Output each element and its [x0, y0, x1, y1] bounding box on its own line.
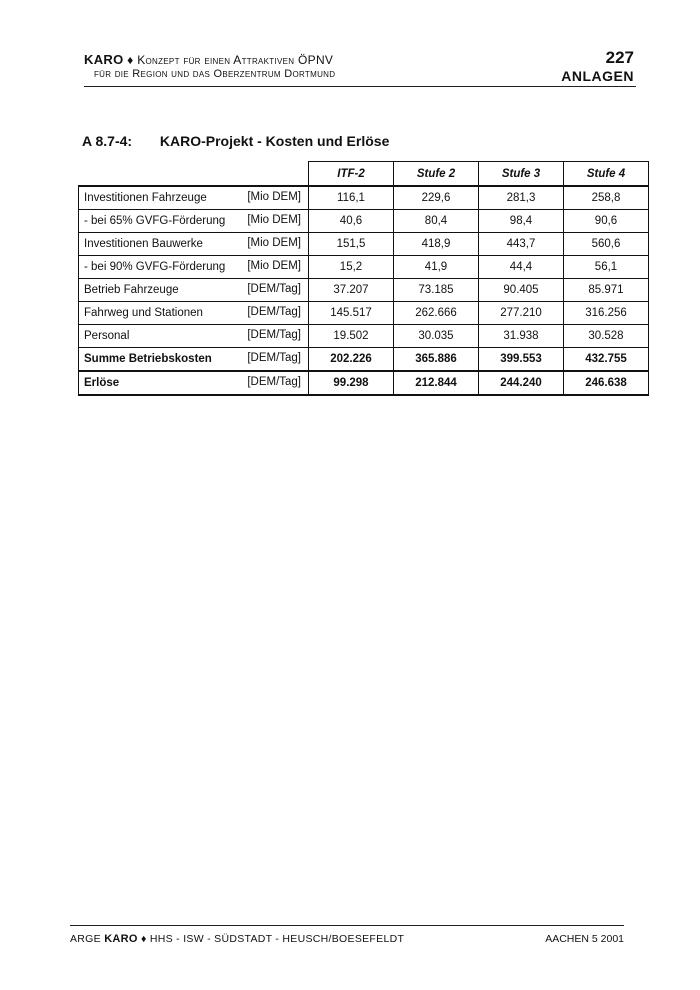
table-cell: 37.207: [309, 279, 394, 302]
caption-id: A 8.7-4:: [82, 133, 133, 149]
table-cell: 399.553: [479, 348, 564, 372]
footer-credits: [70, 933, 404, 945]
table-cell: 365.886: [394, 348, 479, 372]
table-cell: 145.517: [309, 302, 394, 325]
cost-table: [78, 161, 649, 396]
page-header: [84, 48, 638, 86]
header-divider: [84, 86, 636, 87]
table-row: [79, 210, 649, 233]
row-unit: [DEM/Tag]: [247, 306, 301, 318]
row-label-cell: [79, 279, 309, 302]
table-cell: 19.502: [309, 325, 394, 348]
table-cell: 31.938: [479, 325, 564, 348]
row-unit: [Mio DEM]: [247, 191, 301, 203]
table-cell: 212.844: [394, 371, 479, 395]
header-line-2: für die Region und das Oberzentrum Dortmund: [94, 68, 336, 80]
table-row-revenue: [79, 371, 649, 395]
table-row: [79, 256, 649, 279]
footer-divider: [70, 925, 624, 926]
table-cell: 258,8: [564, 186, 649, 210]
row-unit: [Mio DEM]: [247, 214, 301, 226]
row-label-cell: [79, 256, 309, 279]
table-cell: 418,9: [394, 233, 479, 256]
table-cell: 44,4: [479, 256, 564, 279]
table-cell: 244.240: [479, 371, 564, 395]
header-corner: [79, 162, 309, 187]
table-cell: 99.298: [309, 371, 394, 395]
table-cell: 90,6: [564, 210, 649, 233]
table-row: [79, 302, 649, 325]
table-cell: 56,1: [564, 256, 649, 279]
table-cell: 98,4: [479, 210, 564, 233]
row-unit: [DEM/Tag]: [247, 283, 301, 295]
table-cell: 151,5: [309, 233, 394, 256]
row-label-cell: [79, 210, 309, 233]
row-label: - bei 65% GVFG-Förderung: [84, 215, 226, 227]
row-unit: [Mio DEM]: [247, 260, 301, 272]
table-cell: 246.638: [564, 371, 649, 395]
column-header: Stufe 4: [564, 162, 649, 187]
row-unit: [DEM/Tag]: [247, 376, 301, 388]
table-cell: 90.405: [479, 279, 564, 302]
row-label: Summe Betriebskosten: [84, 353, 212, 365]
table-caption: [82, 133, 389, 149]
table-cell: 316.256: [564, 302, 649, 325]
section-label: ANLAGEN: [561, 68, 634, 84]
table-cell: 73.185: [394, 279, 479, 302]
table-cell: 443,7: [479, 233, 564, 256]
table-row-total: [79, 348, 649, 372]
row-label: Erlöse: [84, 377, 120, 389]
footer-brand: KARO: [104, 933, 138, 945]
table-cell: 202.226: [309, 348, 394, 372]
diamond-icon: ♦: [127, 53, 134, 67]
row-label-cell: [79, 348, 309, 372]
table-cell: 80,4: [394, 210, 479, 233]
page-number: 227: [605, 48, 634, 67]
row-label: Fahrweg und Stationen: [84, 307, 203, 319]
row-unit: [Mio DEM]: [247, 237, 301, 249]
row-label-cell: [79, 325, 309, 348]
table-cell: 15,2: [309, 256, 394, 279]
row-label: Investitionen Bauwerke: [84, 238, 203, 250]
header-subtitle: Konzept für einen Attraktiven ÖPNV: [137, 53, 334, 67]
row-unit: [DEM/Tag]: [247, 352, 301, 364]
table-row: [79, 186, 649, 210]
table-cell: 262.666: [394, 302, 479, 325]
caption-title: KARO-Projekt - Kosten und Erlöse: [159, 133, 390, 149]
table-header-row: [79, 162, 649, 187]
table-cell: 85.971: [564, 279, 649, 302]
diamond-icon: ♦: [141, 933, 147, 945]
table-row: [79, 325, 649, 348]
row-label-cell: [79, 233, 309, 256]
row-label: Betrieb Fahrzeuge: [84, 284, 179, 296]
column-header: Stufe 2: [394, 162, 479, 187]
table-row: [79, 279, 649, 302]
row-label: Investitionen Fahrzeuge: [84, 192, 207, 204]
table-cell: 560,6: [564, 233, 649, 256]
table-cell: 281,3: [479, 186, 564, 210]
table-cell: 30.035: [394, 325, 479, 348]
header-line-1: [84, 52, 333, 67]
table-cell: 41,9: [394, 256, 479, 279]
table-row: [79, 233, 649, 256]
header-brand: KARO: [84, 52, 124, 67]
column-header: Stufe 3: [479, 162, 564, 187]
row-label-cell: [79, 371, 309, 395]
table-cell: 116,1: [309, 186, 394, 210]
row-label: Personal: [84, 330, 130, 342]
table-cell: 40,6: [309, 210, 394, 233]
footer-prefix: ARGE: [70, 933, 101, 945]
row-label: - bei 90% GVFG-Förderung: [84, 261, 226, 273]
footer-partners: HHS - ISW - SÜDSTADT - HEUSCH/BOESEFELDT: [149, 933, 405, 945]
table-cell: 229,6: [394, 186, 479, 210]
table-cell: 277.210: [479, 302, 564, 325]
table-cell: 432.755: [564, 348, 649, 372]
row-label-cell: [79, 186, 309, 210]
footer-date: AACHEN 5 2001: [545, 933, 624, 945]
row-label-cell: [79, 302, 309, 325]
column-header: ITF-2: [309, 162, 394, 187]
table-cell: 30.528: [564, 325, 649, 348]
row-unit: [DEM/Tag]: [247, 329, 301, 341]
